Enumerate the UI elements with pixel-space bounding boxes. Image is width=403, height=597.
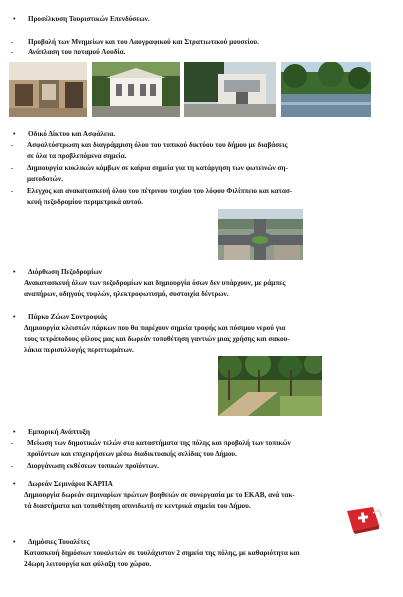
pets-line-1: Δημιουργία κλειστών πάρκων που θα παρέχουν σημεία τροφής και πόσιμου νερού για xyxy=(24,324,286,332)
roads-item-2-line-1: Δημιουργία κυκλικών κόμβων σε καίρια σημεία για τη κατάργηση των φωτεινών ση- xyxy=(27,164,288,172)
commerce-item-2: Διοργάνωση εκθέσεων τοπικών προϊόντων. xyxy=(27,462,159,470)
commerce-item-1-line-2: προϊόντων και επιχειρήσεων μέσω διαδικτυακής σελίδας του Δήμου. xyxy=(27,450,237,458)
bullet-marker: • xyxy=(13,428,16,436)
museum-building-photo xyxy=(92,62,180,117)
toilets-line-1: Κατασκευή δημόσιων τουαλετών σε τουλάχιστον 2 σημεία της πόλης, με καθαριότητα και xyxy=(24,549,300,557)
tourism-item-2: Ανάπλαση του ποταμού Λουδία. xyxy=(28,48,126,56)
section-heading-cpr: Δωρεάν Σεμινάρια ΚΑΡΠΑ xyxy=(28,480,113,488)
sidewalks-line-2: αναπήρων, οδηγούς τυφλών, ηλεκτροφωτισμό, συστοιχία δέντρων. xyxy=(24,290,229,298)
museum-interior-photo xyxy=(9,62,87,117)
bullet-marker: • xyxy=(13,538,16,546)
dash-marker: - xyxy=(11,38,14,46)
bullet-marker: • xyxy=(13,268,16,276)
section-heading-pets: Πάρκο Ζώων Συντροφιάς xyxy=(28,313,108,321)
defibrillator-icon xyxy=(343,505,383,535)
sidewalks-line-1: Ανακατασκευή όλων των πεζοδρομίων και δημιουργία όσων δεν υπάρχουν, με ράμπες xyxy=(24,279,286,287)
roads-item-3-line-2: κευή πεζοδρομίου περιμετρικά αυτού. xyxy=(27,198,143,206)
roads-item-1-line-1: Ασφαλτόστρωση και διαγράμμιση όλου του τοπικού δικτύου του δήμου με διαβάσεις xyxy=(27,141,288,149)
dash-marker: - xyxy=(11,462,14,470)
dash-marker: - xyxy=(11,439,14,447)
pets-line-2: τους τετράποδους φίλους μας και δωρεάν τοποθέτηση γαντιών μιας χρήσης και σακου- xyxy=(24,335,290,343)
section-heading-commerce: Εμπορική Ανάπτυξη xyxy=(28,428,90,436)
river-loudias-photo xyxy=(281,62,371,117)
roads-item-3-line-1: Ελεγχος και ανακατασκευή όλου του πέτρινου τοιχίου του λόφου Φιλίππειο και κατασ- xyxy=(27,187,293,195)
pets-line-3: λάκια περισυλλογής περιττωμάτων. xyxy=(24,346,134,354)
dash-marker: - xyxy=(11,48,14,56)
roads-item-1-line-2: σε όλα τα προβλεπόμενα σημεία. xyxy=(27,152,127,160)
cpr-line-2: τά διαστήματα και τοποθέτηση απινιδωτή σε κεντρικά σημεία του Δήμου. xyxy=(24,502,251,510)
dash-marker: - xyxy=(11,141,14,149)
dash-marker: - xyxy=(11,164,14,172)
dog-park-photo xyxy=(218,356,322,416)
bullet-marker: • xyxy=(13,480,16,488)
toilets-line-2: 24ωρη λειτουργία και φύλαξη του χώρου. xyxy=(24,560,152,568)
commerce-item-1-line-1: Μείωση των δημοτικών τελών στα καταστήματα της πόλης και προβολή των τοπικών xyxy=(27,439,291,447)
bullet-marker: • xyxy=(13,313,16,321)
dash-marker: - xyxy=(11,187,14,195)
section-heading-sidewalks: Διόρθωση Πεζοδρομίων xyxy=(28,268,102,276)
tourism-item-1: Προβολή των Μνημείων και του Λαογραφικού και Στρατιωτικού μουσείου. xyxy=(28,38,259,46)
section-heading-toilets: Δημόσιες Τουαλέτες xyxy=(28,538,90,546)
military-museum-photo xyxy=(184,62,276,117)
roundabout-photo xyxy=(218,209,303,260)
bullet-marker: • xyxy=(13,15,16,23)
section-heading-tourism: Προσέλκυση Τουριστικών Επενδύσεων. xyxy=(28,15,150,23)
bullet-marker: • xyxy=(13,130,16,138)
section-heading-roads: Οδικό Δίκτυο και Ασφάλεια. xyxy=(28,130,116,138)
cpr-line-1: Δημιουργία δωρεάν σεμιναρίων πρώτων βοηθειών σε συνεργασία με το ΕΚΑΒ, ανά τακ- xyxy=(24,491,295,499)
roads-item-2-line-2: ματοδοτών. xyxy=(27,175,63,183)
